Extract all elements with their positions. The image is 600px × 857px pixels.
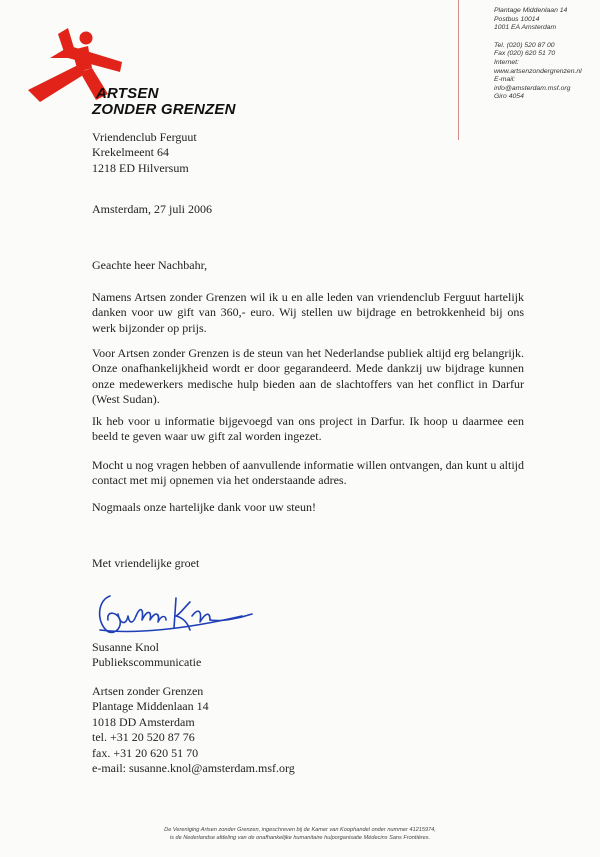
handwritten-signature: [92, 586, 257, 647]
footer-line: De Vereniging Artsen zonder Grenzen, ingeschreven bij de Kamer van Koophandel onder nummer 41215974,: [164, 827, 436, 833]
signatory-name: Susanne Knol: [92, 640, 159, 654]
sender-line: Postbus 10014: [494, 15, 540, 23]
paragraph-1: Namens Artsen zonder Grenzen wil ik u en alle leden van vriendenclub Ferguut hartelijk danken voor uw gift van 360,- euro. Wij stellen uw bijdrage en betrokkenheid bij ons werk bijzonder op prijs.: [92, 290, 524, 335]
contact-line: Plantage Middenlaan 14: [92, 699, 209, 714]
contact-line: 1018 DD Amsterdam: [92, 714, 195, 729]
contact-email: e-mail: susanne.knol@amsterdam.msf.org: [92, 761, 295, 776]
sender-contact-line: Internet:: [494, 58, 519, 66]
letter-date: Amsterdam, 27 juli 2006: [92, 202, 212, 216]
sender-line: Plantage Middenlaan 14: [494, 7, 568, 14]
msf-logo: [28, 28, 238, 123]
paragraph-4: Mocht u nog vragen hebben of aanvullende informatie willen ontvangen, dan kunt u altijd contact met mij opnemen via het onderstaande adres.: [92, 458, 524, 488]
paragraph-5: Nogmaals onze hartelijke dank voor uw steun!: [92, 500, 316, 514]
closing: Met vriendelijke groet: [92, 556, 200, 570]
paragraph-2: Voor Artsen zonder Grenzen is de steun van het Nederlandse publiek altijd erg belangrijk. Onze onafhankelijkheid wordt er door gegarandeerd. Mede dankzij uw bijdrage kunnen onze medewerkers medische hulp bieden aan de slachtoffers van het conflict in Darfur (West Sudan).: [92, 346, 524, 407]
sender-contact-line: Fax (020) 620 51 70: [494, 50, 556, 58]
sidebar-divider: [458, 0, 459, 140]
recipient-line: Vriendenclub Ferguut: [92, 130, 197, 144]
signatory-title: Publiekscommunicatie: [92, 655, 202, 670]
contact-line: fax. +31 20 620 51 70: [92, 745, 199, 760]
sender-contact-line: Giro 4054: [494, 93, 524, 101]
sender-contact-line: E-mail:: [494, 76, 516, 84]
contact-block: [92, 684, 295, 776]
legal-footer: [0, 826, 600, 842]
sender-contact-line: Tel. (020) 520 87 00: [494, 41, 555, 49]
sender-contact-line: info@amsterdam.msf.org: [494, 84, 571, 92]
signatory: [92, 640, 201, 671]
sender-address: [494, 7, 598, 102]
footer-line: is de Nederlandse afdeling van de onafhankelijke humanitaire hulporganisatie Médecins Sans Frontières.: [169, 835, 431, 841]
logo-wordmark: [92, 86, 236, 118]
contact-line: Artsen zonder Grenzen: [92, 684, 204, 698]
sender-contact-line: www.artsenzondergrenzen.nl: [494, 67, 582, 75]
salutation: Geachte heer Nachbahr,: [92, 258, 208, 272]
recipient-address: [92, 130, 197, 176]
sender-line: 1001 EA Amsterdam: [494, 24, 557, 32]
paragraph-3: Ik heb voor u informatie bijgevoegd van ons project in Darfur. Ik hoop u daarmee een beeld te geven waar uw gift zal worden ingezet.: [92, 414, 524, 444]
recipient-line: Krekelmeent 64: [92, 145, 169, 160]
recipient-line: 1218 ED Hilversum: [92, 160, 189, 175]
logo-line-2: ZONDER GRENZEN: [92, 101, 236, 118]
contact-line: tel. +31 20 520 87 76: [92, 730, 195, 745]
logo-line-1: ARTSEN: [96, 85, 159, 102]
